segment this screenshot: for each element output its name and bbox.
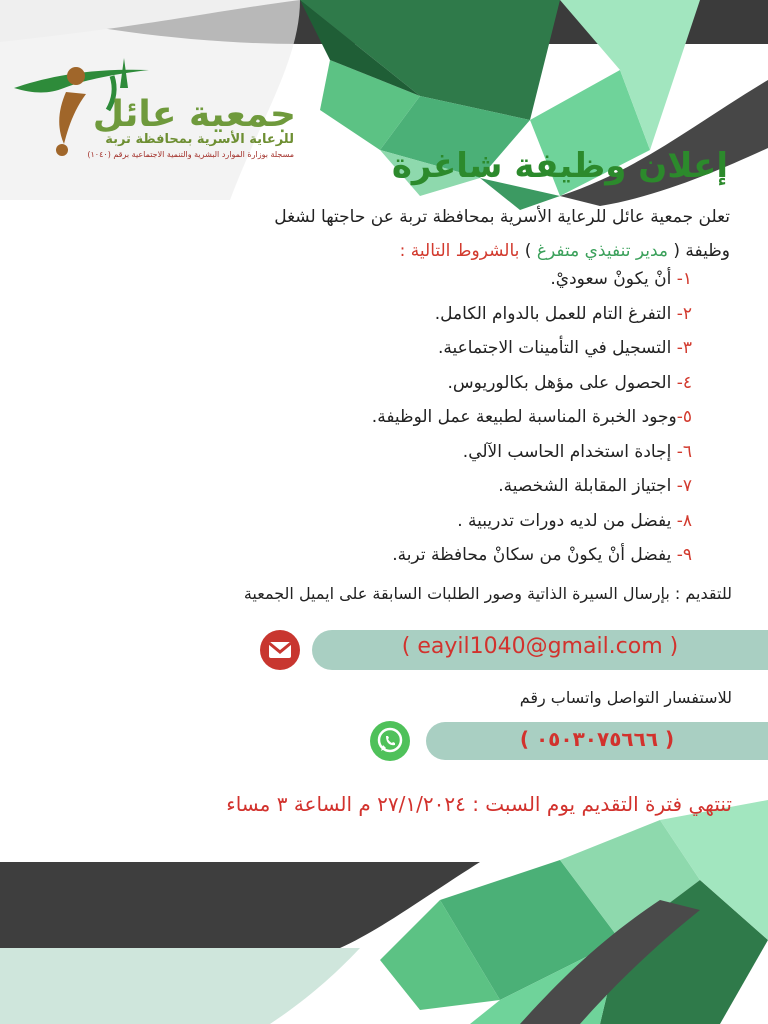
association-logo xyxy=(4,48,304,168)
logo-subtitle: للرعاية الأسرية بمحافظة تربة xyxy=(105,132,294,147)
bottom-teal-band xyxy=(0,948,360,1024)
condition-text: يفضل أنْ يكونْ من سكانْ محافظة تربة. xyxy=(392,545,677,565)
intro-line-1: تعلن جمعية عائل للرعاية الأسرية بمحافظة تربة عن حاجتها لشغل xyxy=(274,207,730,227)
phone-bar[interactable] xyxy=(426,722,768,760)
list-item xyxy=(52,262,692,297)
email-bar[interactable] xyxy=(312,630,768,670)
condition-number: ٦- xyxy=(676,441,692,462)
list-item xyxy=(52,297,692,332)
logo-registration: مسجلة بوزارة الموارد البشرية والتنمية الاجتماعية برقم (١٠٤٠) xyxy=(87,150,294,159)
gmail-envelope-icon[interactable] xyxy=(258,628,302,672)
condition-number: ٥- xyxy=(676,407,692,427)
conditions-list xyxy=(52,262,692,573)
list-item xyxy=(52,504,692,539)
condition-text: التفرغ التام للعمل بالدوام الكامل. xyxy=(434,303,677,324)
phone-number[interactable]: ( ٠٥٠٣٠٧٥٦٦٦ ) xyxy=(519,727,675,751)
condition-number: ٣- xyxy=(676,338,692,358)
condition-number: ٩- xyxy=(676,545,692,565)
job-title: مدير تنفيذي متفرغ xyxy=(531,241,674,261)
inquiry-text: للاستفسار التواصل واتساب رقم xyxy=(519,688,732,707)
condition-text: يفضل من لديه دورات تدريبية . xyxy=(457,510,677,531)
condition-text: التسجيل في التأمينات الاجتماعية. xyxy=(438,338,677,358)
condition-number: ٤- xyxy=(676,372,692,393)
whatsapp-icon[interactable] xyxy=(368,719,412,763)
intro-line-2-prefix: وظيفة ( xyxy=(673,241,730,261)
list-item xyxy=(52,400,692,435)
logo-name: جمعية عائل xyxy=(92,94,296,135)
condition-number: ١- xyxy=(676,269,692,289)
deadline-text: تنتهي فترة التقديم يوم السبت : ٢٧/١/٢٠٢٤ م الساعة ٣ مساء xyxy=(226,792,732,816)
condition-text: وجود الخبرة المناسبة لطبيعة عمل الوظيفة. xyxy=(371,407,677,427)
list-item xyxy=(52,331,692,366)
list-item xyxy=(52,435,692,470)
condition-number: ٧- xyxy=(676,476,692,496)
list-item xyxy=(52,366,692,401)
intro-line-2-close: ) xyxy=(519,241,532,261)
announcement-title: إعلان وظيفة شاغرة xyxy=(391,146,728,186)
condition-number: ٢- xyxy=(676,303,692,324)
list-item xyxy=(52,469,692,504)
conditions-heading: بالشروط التالية : xyxy=(399,241,520,261)
apply-instructions: للتقديم : بإرسال السيرة الذاتية وصور الطلبات السابقة على ايميل الجمعية xyxy=(243,584,732,603)
intro-paragraph xyxy=(30,200,730,268)
condition-text: إجادة استخدام الحاسب الآلي. xyxy=(462,441,677,462)
condition-text: اجتياز المقابلة الشخصية. xyxy=(498,476,677,496)
list-item xyxy=(52,538,692,573)
email-address[interactable]: ( eayil1040@gmail.com ) xyxy=(401,634,679,659)
condition-number: ٨- xyxy=(676,510,692,531)
condition-text: أنْ يكونْ سعوديْ. xyxy=(550,269,677,289)
condition-text: الحصول على مؤهل بكالوريوس. xyxy=(447,372,677,393)
